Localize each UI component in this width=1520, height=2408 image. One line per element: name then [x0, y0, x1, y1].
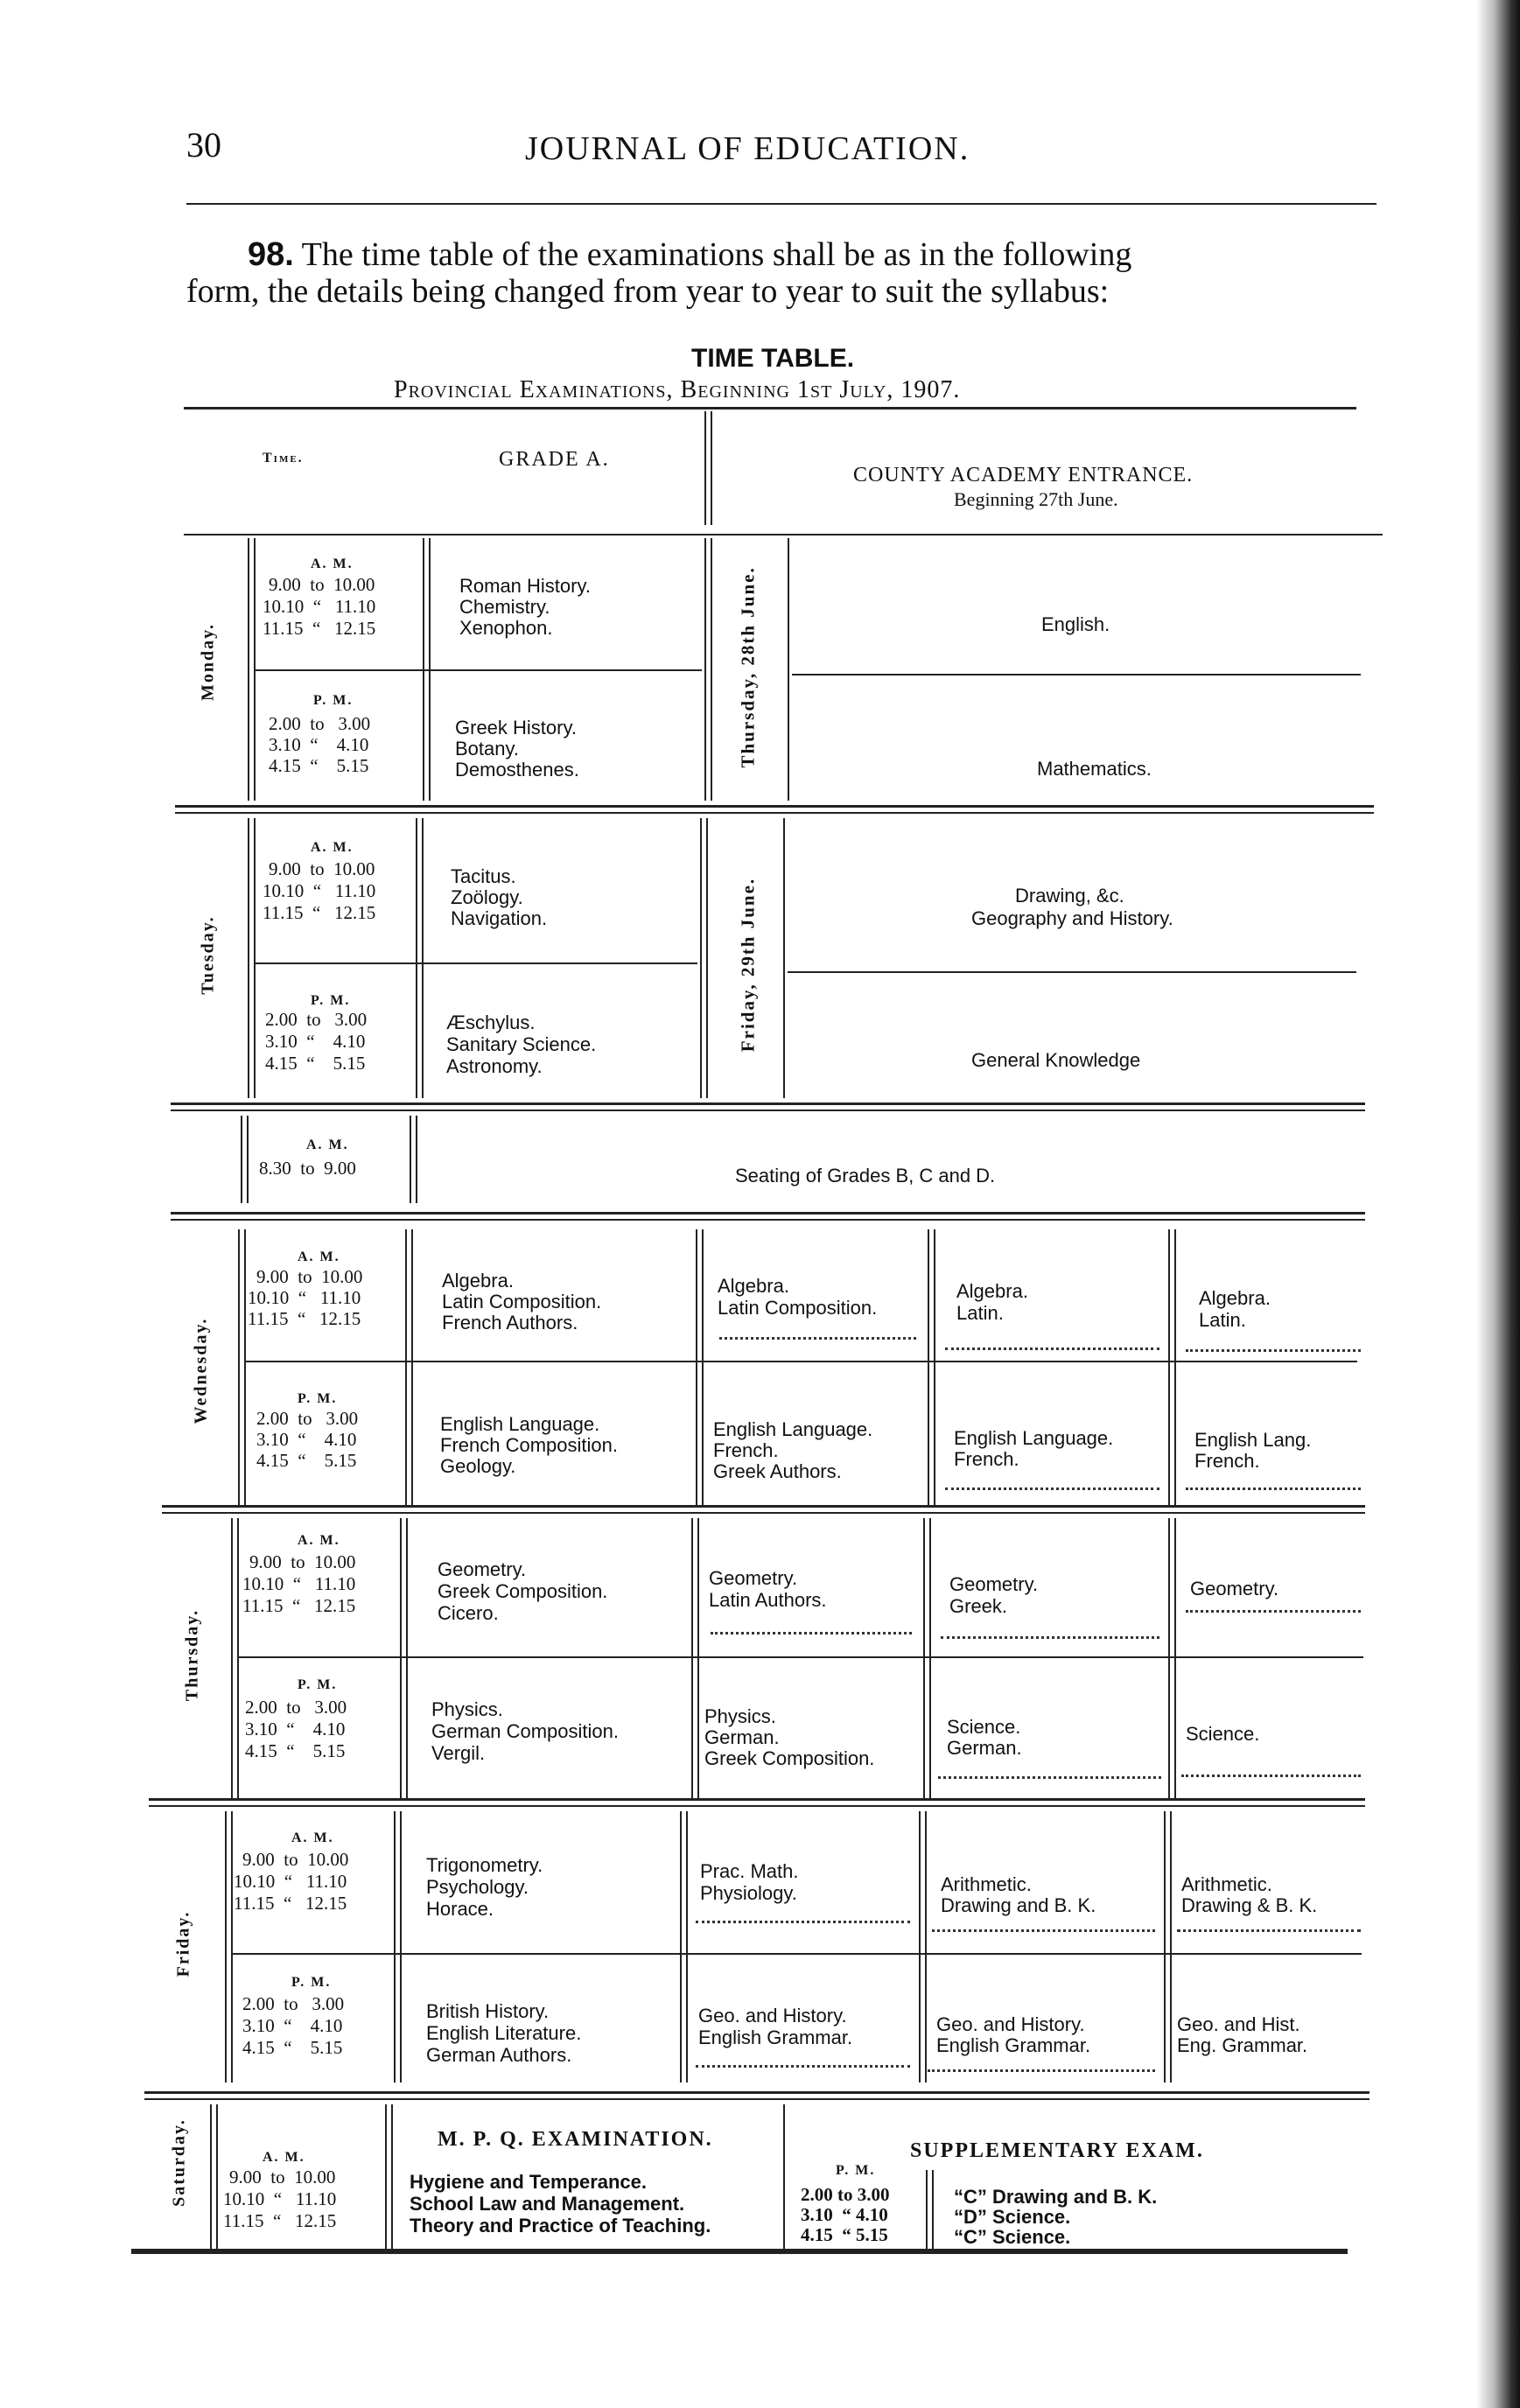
monday-am-time-3: 11.15 “ 12.15 — [263, 618, 376, 639]
thursday-c-pm-dots — [938, 1776, 1161, 1779]
friday-a-pm-2: English Literature. — [426, 2022, 582, 2044]
friday-time-rule-2 — [400, 1811, 402, 2082]
supp-subject-3: “C” Science. — [954, 2226, 1071, 2248]
tuesday-am-time-1: 9.00 to 10.00 — [269, 858, 375, 879]
monday-county-am: English. — [1041, 613, 1110, 635]
tuesday-pm-time-1: 2.00 to 3.00 — [265, 1009, 368, 1030]
saturday-supp-time-rule-2 — [932, 2170, 934, 2249]
friday-mid-rule — [233, 1953, 1362, 1955]
thursday-c-rule — [1168, 1518, 1170, 1798]
monday-am-subject-2: Chemistry. — [459, 596, 550, 618]
tuesday-am-subject-2: Zoölogy. — [451, 886, 523, 908]
supp-subject-2: “D” Science. — [954, 2206, 1071, 2228]
thursday-c-am-1: Geometry. — [949, 1573, 1039, 1595]
friday-time-rule — [394, 1811, 396, 2082]
thursday-a-am-2: Greek Composition. — [438, 1580, 608, 1602]
friday-c-am-2: Drawing and B. K. — [941, 1894, 1096, 1916]
thursday-d-am-dots — [1186, 1610, 1361, 1613]
seating-am-label: A. M. — [306, 1138, 349, 1152]
tuesday-pm-subject-2: Sanitary Science. — [446, 1033, 597, 1055]
wednesday-pm-time-1: 2.00 to 3.00 — [256, 1408, 359, 1429]
wednesday-c-am-dots — [945, 1348, 1159, 1350]
saturday-am-time-2: 10.10 “ 11.10 — [223, 2188, 337, 2209]
friday-b-am-1: Prac. Math. — [700, 1860, 799, 1882]
wednesday-a-am-2: Latin Composition. — [442, 1291, 602, 1312]
friday-d-am-2: Drawing & B. K. — [1181, 1894, 1318, 1916]
col-header-county: COUNTY ACADEMY ENTRANCE. — [853, 464, 1194, 486]
friday-grade-rule — [680, 1811, 682, 2082]
tuesday-left-rule — [248, 818, 249, 1098]
seating-left-rule — [241, 1116, 242, 1203]
tuesday-pm-time-2: 3.10 “ 4.10 — [265, 1031, 366, 1052]
monday-county-rule — [788, 538, 789, 801]
friday-d-pm-1: Geo. and Hist. — [1177, 2013, 1300, 2035]
monday-grade-rule — [704, 538, 706, 801]
day-label-wednesday: Wednesday. — [191, 1317, 211, 1424]
section-number: 98. — [248, 236, 294, 273]
wednesday-grade-rule — [696, 1229, 697, 1505]
friday-am-time-3: 11.15 “ 12.15 — [234, 1893, 347, 1914]
day-label-monday: Monday. — [198, 622, 218, 702]
thursday-pm-time-2: 3.10 “ 4.10 — [245, 1718, 346, 1740]
thursday-b-am-dots — [711, 1632, 912, 1634]
wednesday-am-time-3: 11.15 “ 12.15 — [248, 1308, 361, 1329]
friday-pm-time-3: 4.15 “ 5.15 — [242, 2037, 343, 2058]
seating-left-rule-2 — [247, 1116, 249, 1203]
wednesday-b-am-1: Algebra. — [718, 1275, 789, 1297]
mpq-title: M. P. Q. EXAMINATION. — [438, 2128, 713, 2151]
monday-pm-subject-2: Botany. — [455, 738, 519, 760]
thursday-b-rule — [923, 1518, 925, 1798]
monday-county-mid-rule — [792, 674, 1361, 676]
tuesday-left-rule-2 — [254, 818, 256, 1098]
thursday-d-am-1: Geometry. — [1190, 1578, 1279, 1600]
thursday-am-time-2: 10.10 “ 11.10 — [242, 1573, 356, 1594]
thursday-a-am-1: Geometry. — [438, 1558, 527, 1580]
thursday-time-rule-2 — [406, 1518, 408, 1798]
friday-c-rule — [1164, 1811, 1166, 2082]
saturday-time-rule-2 — [391, 2104, 393, 2249]
monday-am-label: A. M. — [311, 556, 354, 571]
thursday-grade-rule-2 — [697, 1518, 699, 1798]
wednesday-b-am-2: Latin Composition. — [718, 1297, 878, 1319]
thursday-c-pm-2: German. — [947, 1737, 1022, 1759]
wednesday-d-am-dots — [1186, 1349, 1361, 1352]
header-rule — [186, 203, 1376, 205]
table-top-rule — [184, 407, 1356, 410]
friday-pm-label: P. M. — [291, 1975, 332, 1990]
monday-grade-rule-2 — [711, 538, 712, 801]
tuesday-am-subject-3: Navigation. — [451, 907, 548, 929]
seating-time: 8.30 to 9.00 — [259, 1158, 356, 1179]
tuesday-am-time-3: 11.15 “ 12.15 — [263, 902, 376, 923]
friday-a-pm-1: British History. — [426, 2000, 550, 2022]
thursday-pm-time-1: 2.00 to 3.00 — [245, 1697, 347, 1718]
wednesday-b-rule-2 — [934, 1229, 935, 1505]
tuesday-bottom-rule-2 — [171, 1110, 1365, 1111]
friday-grade-rule-2 — [686, 1811, 688, 2082]
thursday-am-time-1: 9.00 to 10.00 — [249, 1551, 356, 1572]
thursday-am-time-3: 11.15 “ 12.15 — [242, 1595, 356, 1616]
monday-am-time-1: 9.00 to 10.00 — [269, 574, 375, 595]
header-divider — [704, 411, 706, 525]
tuesday-am-label: A. M. — [311, 840, 354, 855]
thursday-a-pm-1: Physics. — [431, 1698, 503, 1720]
monday-pm-label: P. M. — [313, 693, 354, 708]
supp-time-2: 3.10 “ 4.10 — [801, 2204, 888, 2225]
wednesday-mid-rule — [246, 1361, 1357, 1362]
wednesday-pm-time-3: 4.15 “ 5.15 — [256, 1450, 357, 1471]
wednesday-time-rule-2 — [411, 1229, 413, 1505]
intro-line-1 — [186, 236, 1394, 273]
thursday-a-pm-2: German Composition. — [431, 1720, 619, 1742]
friday-c-pm-1: Geo. and History. — [936, 2013, 1085, 2035]
intro-line-1-text: The time table of the examinations shall be as in the following — [301, 236, 1132, 273]
table-bottom-rule — [131, 2249, 1348, 2254]
friday-left-rule — [225, 1811, 227, 2082]
supp-subject-1: “C” Drawing and B. K. — [954, 2186, 1158, 2208]
thursday-d-pm-dots — [1181, 1774, 1361, 1777]
wednesday-c-rule — [1168, 1229, 1170, 1505]
tuesday-am-time-2: 10.10 “ 11.10 — [263, 880, 376, 901]
day-label-tuesday: Tuesday. — [198, 915, 218, 995]
wednesday-a-pm-3: Geology. — [440, 1455, 516, 1477]
friday-d-am-dots — [1177, 1929, 1361, 1932]
tuesday-county-day: Friday, 29th June. — [737, 877, 759, 1053]
wednesday-c-am-2: Latin. — [956, 1302, 1004, 1324]
friday-b-am-2: Physiology. — [700, 1882, 797, 1904]
wednesday-a-pm-1: English Language. — [440, 1413, 600, 1435]
saturday-am-label: A. M. — [263, 2150, 305, 2165]
scan-edge-shadow — [1476, 0, 1520, 2408]
wednesday-b-rule — [928, 1229, 929, 1505]
supp-time-3: 4.15 “ 5.15 — [801, 2224, 888, 2245]
wednesday-left-rule-2 — [244, 1229, 246, 1505]
monday-left-rule — [248, 538, 249, 801]
thursday-a-am-3: Cicero. — [438, 1602, 499, 1624]
thursday-c-rule-2 — [1174, 1518, 1176, 1798]
thursday-b-pm-3: Greek Composition. — [704, 1747, 875, 1769]
intro-line-2: form, the details being changed from year to year to suit the syllabus: — [186, 273, 1110, 310]
wednesday-am-time-1: 9.00 to 10.00 — [256, 1266, 363, 1287]
mpq-subject-2: School Law and Management. — [410, 2193, 685, 2215]
col-header-grade-a: GRADE A. — [499, 448, 610, 471]
thursday-time-rule — [400, 1518, 402, 1798]
wednesday-d-am-2: Latin. — [1199, 1309, 1246, 1331]
monday-am-subject-3: Xenophon. — [459, 617, 553, 639]
wednesday-c-pm-dots — [945, 1488, 1159, 1490]
thursday-grade-rule — [691, 1518, 693, 1798]
monday-pm-time-3: 4.15 “ 5.15 — [269, 755, 369, 776]
journal-title: JOURNAL OF EDUCATION. — [525, 130, 970, 167]
tuesday-county-am-2: Geography and History. — [971, 907, 1173, 929]
friday-a-am-1: Trigonometry. — [426, 1854, 543, 1876]
tuesday-pm-label: P. M. — [311, 993, 351, 1008]
wednesday-bottom-rule — [162, 1505, 1365, 1508]
wednesday-a-am-1: Algebra. — [442, 1270, 514, 1292]
saturday-left-rule — [210, 2104, 212, 2249]
monday-pm-time-2: 3.10 “ 4.10 — [269, 734, 369, 755]
tuesday-grade-rule-2 — [706, 818, 708, 1098]
monday-county-pm: Mathematics. — [1037, 758, 1152, 780]
wednesday-pm-time-2: 3.10 “ 4.10 — [256, 1429, 357, 1450]
friday-b-pm-1: Geo. and History. — [698, 2005, 847, 2026]
saturday-mpq-rule — [783, 2104, 785, 2249]
saturday-am-time-3: 11.15 “ 12.15 — [223, 2210, 337, 2231]
tuesday-time-rule-2 — [422, 818, 424, 1098]
tuesday-pm-subject-1: Æschylus. — [446, 1012, 536, 1033]
friday-c-am-1: Arithmetic. — [941, 1873, 1032, 1895]
wednesday-grade-rule-2 — [702, 1229, 704, 1505]
supp-title: SUPPLEMENTARY EXAM. — [910, 2139, 1204, 2162]
thursday-left-rule — [231, 1518, 233, 1798]
seating-time-rule — [410, 1116, 411, 1203]
wednesday-time-rule — [405, 1229, 407, 1505]
saturday-left-rule-2 — [216, 2104, 218, 2249]
thursday-mid-rule — [239, 1656, 1363, 1658]
wednesday-b-pm-1: English Language. — [713, 1418, 873, 1440]
tuesday-bottom-rule — [171, 1102, 1365, 1105]
saturday-supp-time-rule — [926, 2170, 928, 2249]
thursday-am-label: A. M. — [298, 1533, 340, 1548]
col-header-time: Time. — [263, 451, 304, 466]
monday-pm-subject-3: Demosthenes. — [455, 759, 579, 780]
wednesday-left-rule — [238, 1229, 240, 1505]
thursday-b-am-2: Latin Authors. — [709, 1589, 827, 1611]
friday-a-pm-3: German Authors. — [426, 2044, 572, 2066]
thursday-left-rule-2 — [237, 1518, 239, 1798]
friday-c-rule-2 — [1170, 1811, 1172, 2082]
day-label-saturday: Saturday. — [169, 2118, 189, 2207]
day-label-friday: Friday. — [173, 1910, 193, 1978]
friday-bottom-rule — [144, 2091, 1369, 2094]
friday-b-am-dots — [696, 1921, 910, 1923]
seating-time-rule-2 — [416, 1116, 417, 1203]
supp-time-1: 2.00 to 3.00 — [801, 2184, 890, 2205]
col-header-county-sub: Beginning 27th June. — [954, 488, 1118, 510]
tuesday-county-pm: General Knowledge — [971, 1049, 1141, 1071]
friday-left-rule-2 — [231, 1811, 233, 2082]
table-title: TIME TABLE. — [691, 344, 855, 373]
friday-b-pm-2: English Grammar. — [698, 2026, 853, 2048]
thursday-pm-label: P. M. — [298, 1677, 338, 1692]
friday-bottom-rule-2 — [144, 2098, 1369, 2100]
wednesday-a-am-3: French Authors. — [442, 1312, 578, 1334]
wednesday-d-pm-dots — [1186, 1488, 1361, 1490]
tuesday-pm-subject-3: Astronomy. — [446, 1055, 543, 1077]
thursday-b-pm-1: Physics. — [704, 1705, 776, 1727]
wednesday-b-pm-2: French. — [713, 1439, 779, 1461]
friday-b-rule-2 — [925, 1811, 927, 2082]
wednesday-am-time-2: 10.10 “ 11.10 — [248, 1287, 361, 1308]
monday-mid-rule — [256, 669, 702, 671]
tuesday-pm-time-3: 4.15 “ 5.15 — [265, 1053, 366, 1074]
seating-text: Seating of Grades B, C and D. — [735, 1165, 996, 1186]
saturday-time-rule — [385, 2104, 387, 2249]
saturday-am-time-1: 9.00 to 10.00 — [229, 2166, 336, 2188]
thursday-bottom-rule-2 — [149, 1805, 1365, 1807]
wednesday-c-am-1: Algebra. — [956, 1280, 1028, 1302]
monday-am-time-2: 10.10 “ 11.10 — [263, 596, 376, 617]
wednesday-b-pm-3: Greek Authors. — [713, 1460, 842, 1482]
wednesday-c-pm-1: English Language. — [954, 1427, 1114, 1449]
monday-county-day: Thursday, 28th June. — [737, 566, 759, 768]
tuesday-county-am-1: Drawing, &c. — [1015, 885, 1124, 906]
wednesday-pm-label: P. M. — [298, 1391, 338, 1406]
thursday-c-pm-1: Science. — [947, 1716, 1021, 1738]
friday-c-am-dots — [932, 1929, 1155, 1932]
friday-a-am-2: Psychology. — [426, 1876, 529, 1898]
thursday-c-am-2: Greek. — [949, 1595, 1008, 1617]
wednesday-a-pm-2: French Composition. — [440, 1434, 618, 1456]
tuesday-am-subject-1: Tacitus. — [451, 865, 516, 887]
seating-bottom-rule-2 — [171, 1219, 1365, 1221]
page-number: 30 — [186, 125, 221, 164]
friday-b-pm-dots — [696, 2065, 910, 2068]
friday-am-label: A. M. — [291, 1830, 334, 1845]
friday-c-pm-dots — [928, 2069, 1155, 2072]
friday-c-pm-2: English Grammar. — [936, 2034, 1091, 2056]
tuesday-county-rule — [783, 818, 785, 1098]
friday-am-time-1: 9.00 to 10.00 — [242, 1849, 349, 1870]
monday-bottom-rule — [175, 805, 1374, 808]
friday-pm-time-2: 3.10 “ 4.10 — [242, 2015, 343, 2036]
thursday-a-pm-3: Vergil. — [431, 1742, 486, 1764]
thursday-pm-time-3: 4.15 “ 5.15 — [245, 1740, 346, 1761]
friday-d-am-1: Arithmetic. — [1181, 1873, 1272, 1895]
wednesday-d-am-1: Algebra. — [1199, 1287, 1271, 1309]
tuesday-mid-rule — [256, 962, 697, 964]
thursday-d-pm-1: Science. — [1186, 1723, 1260, 1745]
wednesday-b-am-dots — [719, 1337, 916, 1340]
friday-am-time-2: 10.10 “ 11.10 — [234, 1871, 347, 1892]
wednesday-c-rule-2 — [1174, 1229, 1176, 1505]
mpq-subject-1: Hygiene and Temperance. — [410, 2171, 648, 2193]
friday-pm-time-1: 2.00 to 3.00 — [242, 1993, 345, 2014]
tuesday-time-rule — [416, 818, 417, 1098]
day-label-thursday: Thursday. — [182, 1608, 202, 1702]
thursday-b-am-1: Geometry. — [709, 1567, 798, 1589]
wednesday-d-pm-2: French. — [1194, 1450, 1260, 1472]
tuesday-county-mid-rule — [788, 971, 1356, 973]
monday-bottom-rule-2 — [175, 812, 1374, 814]
supp-pm-label: P. M. — [836, 2163, 876, 2178]
thursday-b-pm-2: German. — [704, 1726, 780, 1748]
thursday-bottom-rule — [149, 1798, 1365, 1801]
table-subtitle: Provincial Examinations, Beginning 1st July, 1907. — [394, 376, 961, 403]
wednesday-bottom-rule-2 — [162, 1512, 1365, 1514]
monday-pm-time-1: 2.00 to 3.00 — [269, 713, 371, 734]
tuesday-grade-rule — [700, 818, 702, 1098]
seating-bottom-rule — [171, 1212, 1365, 1214]
header-bottom-rule — [184, 534, 1383, 536]
friday-d-pm-2: Eng. Grammar. — [1177, 2034, 1308, 2056]
thursday-c-am-dots — [941, 1636, 1159, 1639]
friday-a-am-3: Horace. — [426, 1898, 494, 1920]
thursday-b-rule-2 — [929, 1518, 931, 1798]
wednesday-c-pm-2: French. — [954, 1448, 1019, 1470]
wednesday-am-label: A. M. — [298, 1250, 340, 1264]
friday-b-rule — [919, 1811, 921, 2082]
monday-pm-subject-1: Greek History. — [455, 717, 577, 738]
wednesday-d-pm-1: English Lang. — [1194, 1429, 1312, 1451]
header-divider-2 — [711, 411, 712, 525]
monday-am-subject-1: Roman History. — [459, 575, 591, 597]
mpq-subject-3: Theory and Practice of Teaching. — [410, 2215, 711, 2236]
intro-text — [186, 236, 1394, 310]
